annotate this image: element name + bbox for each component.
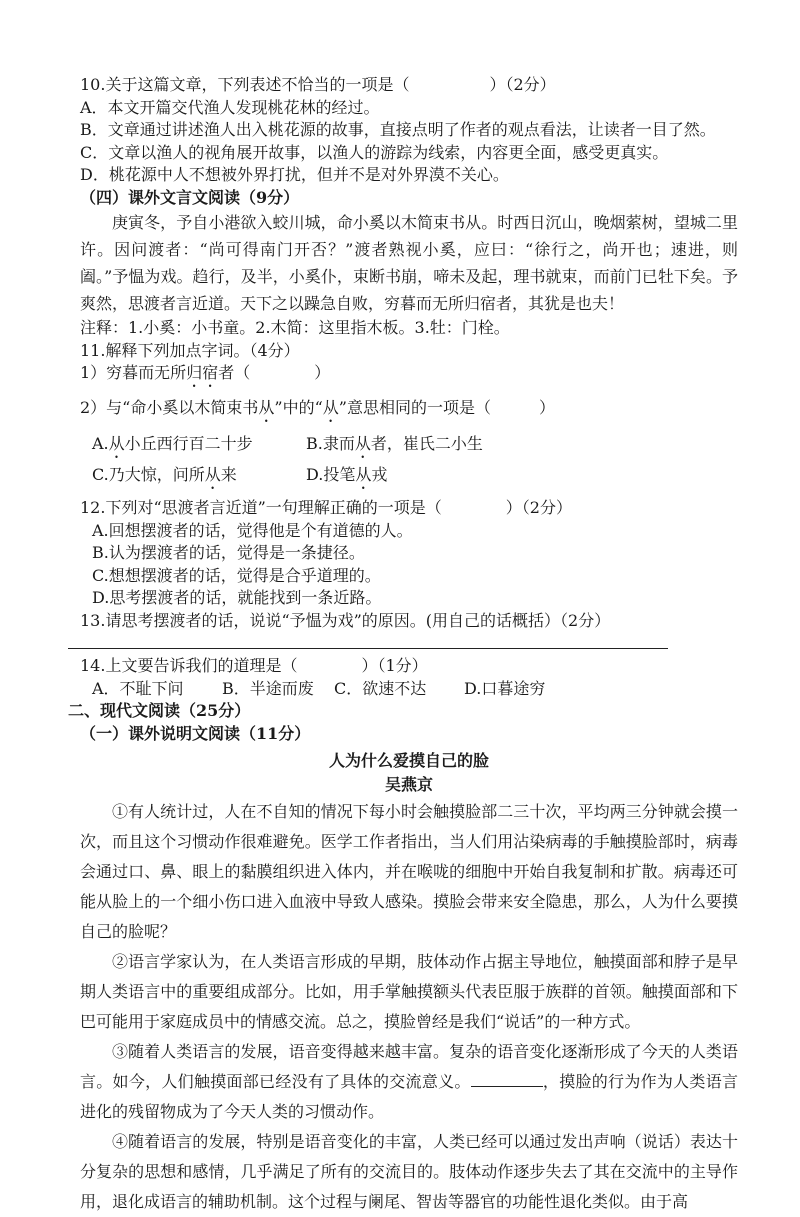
question-10-option-d: D．桃花源中人不想被外界打扰，但并不是对外界漠不关心。: [80, 165, 509, 184]
question-10-stem: 10.关于这篇文章，下列表述不恰当的一项是（ ）（2分）: [80, 75, 556, 94]
question-11-option-a: A.从小丘西行百二十步: [92, 434, 253, 453]
question-11-option-b: B.隶而从者，崔氏二小生: [306, 434, 483, 453]
question-10-option-a: A．本文开篇交代渔人发现桃花林的经过。: [80, 97, 380, 117]
question-11-option-c: C.乃大惊，问所从来: [92, 465, 237, 484]
passage-notes: 注释：1.小奚：小书童。2.木简：这里指木板。3.牡：门栓。: [80, 318, 510, 337]
article-paragraph-4: ④随着语言的发展，特别是语音变化的丰富，人类已经可以通过发出声响（说话）表达十分复杂的思想和感情，几乎满足了所有的交流目的。肢体动作逐步失去了其在交流中的主导作用，退化成语言的辅助机制。这个过程与阑尾、智齿等器官的功能性退化类似。由于高: [80, 1132, 738, 1211]
question-14-option-a: A．不耻下问: [92, 678, 184, 698]
question-12-stem: 12.下列对“思渡者言近道”一句理解正确的一项是（ ）（2分）: [80, 498, 572, 517]
article-title: 人为什么爱摸自己的脸: [328, 751, 489, 770]
article-paragraph-1: ①有人统计过，人在不自知的情况下每小时会触摸脸部二三十次，平均两三分钟就会摸一次，而且这个习惯动作很难避免。医学工作者指出，当人们用沾染病毒的手触摸脸部时，病毒会通过口、鼻、眼上的黏膜组织进入体内，并在喉咙的细胞中开始自我复制和扩散。病毒还可能从脸上的一个细小伤口进入血液中导致人感染。摸脸会带来安全隐患，那么，人为什么要摸自己的脸呢？: [80, 802, 738, 941]
question-11-option-d: D.投笔从戎: [306, 465, 388, 484]
question-12-option-a: A.回想摆渡者的话，觉得他是个有道德的人。: [92, 520, 413, 540]
question-14-option-c: C．欲速不达: [334, 678, 427, 698]
question-14-options: [80, 678, 738, 701]
question-12-option-c: C.想想摆渡者的话，觉得是合乎道理的。: [92, 565, 381, 585]
question-12-option-b: B.认为摆渡者的话，觉得是一条捷径。: [92, 543, 365, 562]
classical-passage: 庚寅冬，予自小港欲入蛟川城，命小奚以木简束书从。时西日沉山，晚烟萦树，望城二里许。因问渡者：“尚可得南门开否？”渡者熟视小奚，应曰：“徐行之，尚开也；速进，则阖。”予愠为戏。趋行，及半，小奚仆，束断书崩，啼未及起，理书就束，而前门已牡下矣。予爽然，思渡者言近道。天下之以躁急自败，穷暮而无所归宿者，其犹是也夫！: [80, 213, 738, 313]
article-paragraph-2: ②语言学家认为，在人类语言形成的早期，肢体动作占据主导地位，触摸面部和脖子是早期人类语言中的重要组成部分。比如，用手掌触摸额头代表臣服于族群的首领。触摸面部和下巴可能用于家庭成员中的情感交流。总之，摸脸曾经是我们“说话”的一种方式。: [80, 952, 738, 1031]
question-12-option-d: D.思考摆渡者的话，就能找到一条近路。: [92, 588, 382, 607]
question-11-options-row-1: [80, 431, 738, 462]
fill-in-blank[interactable]: [471, 1072, 543, 1087]
question-11-sub-1: 1）穷暮而无所归宿者（ ）: [80, 363, 331, 382]
question-14-option-b: B．半途而废: [222, 678, 314, 698]
question-11-sub-2: 2）与“命小奚以木简束书从”中的“从”意思相同的一项是（ ）: [80, 398, 555, 417]
question-11-stem: 11.解释下列加点字词。（4分）: [80, 340, 300, 360]
part-2-sub-heading: （一）课外说明文阅读（11分）: [80, 723, 311, 743]
answer-line[interactable]: [68, 634, 668, 649]
question-10-option-c: C．文章以渔人的视角展开故事，以渔人的游踪为线索，内容更全面，感受更真实。: [80, 142, 669, 162]
part-2-heading: 二、现代文阅读（25分）: [68, 701, 251, 720]
question-14-option-d: D.口暮途穷: [464, 678, 546, 698]
question-10-option-b: B．文章通过讲述渔人出入桃花源的故事，直接点明了作者的观点看法，让读者一目了然。: [80, 120, 716, 139]
section-4-heading: （四）课外文言文阅读（9分）: [80, 187, 300, 207]
article-paragraph-3: ③随着人类语言的发展，语音变得越来越丰富。复杂的语音变化逐渐形成了今天的人类语言。如今，人们触摸面部已经没有了具体的交流意义。 ，摸脸的行为作为人类语言进化的残留物成为了今天人类的习惯动作。: [80, 1042, 738, 1121]
question-11-options-row-2: [80, 462, 738, 493]
question-13-stem: 13.请思考摆渡者的话，说说“予愠为戏”的原因。(用自己的话概括）（2分）: [80, 610, 611, 630]
article-author: 吴燕京: [384, 775, 433, 794]
question-14-stem: 14.上文要告诉我们的道理是（ ）（1分）: [80, 656, 428, 675]
